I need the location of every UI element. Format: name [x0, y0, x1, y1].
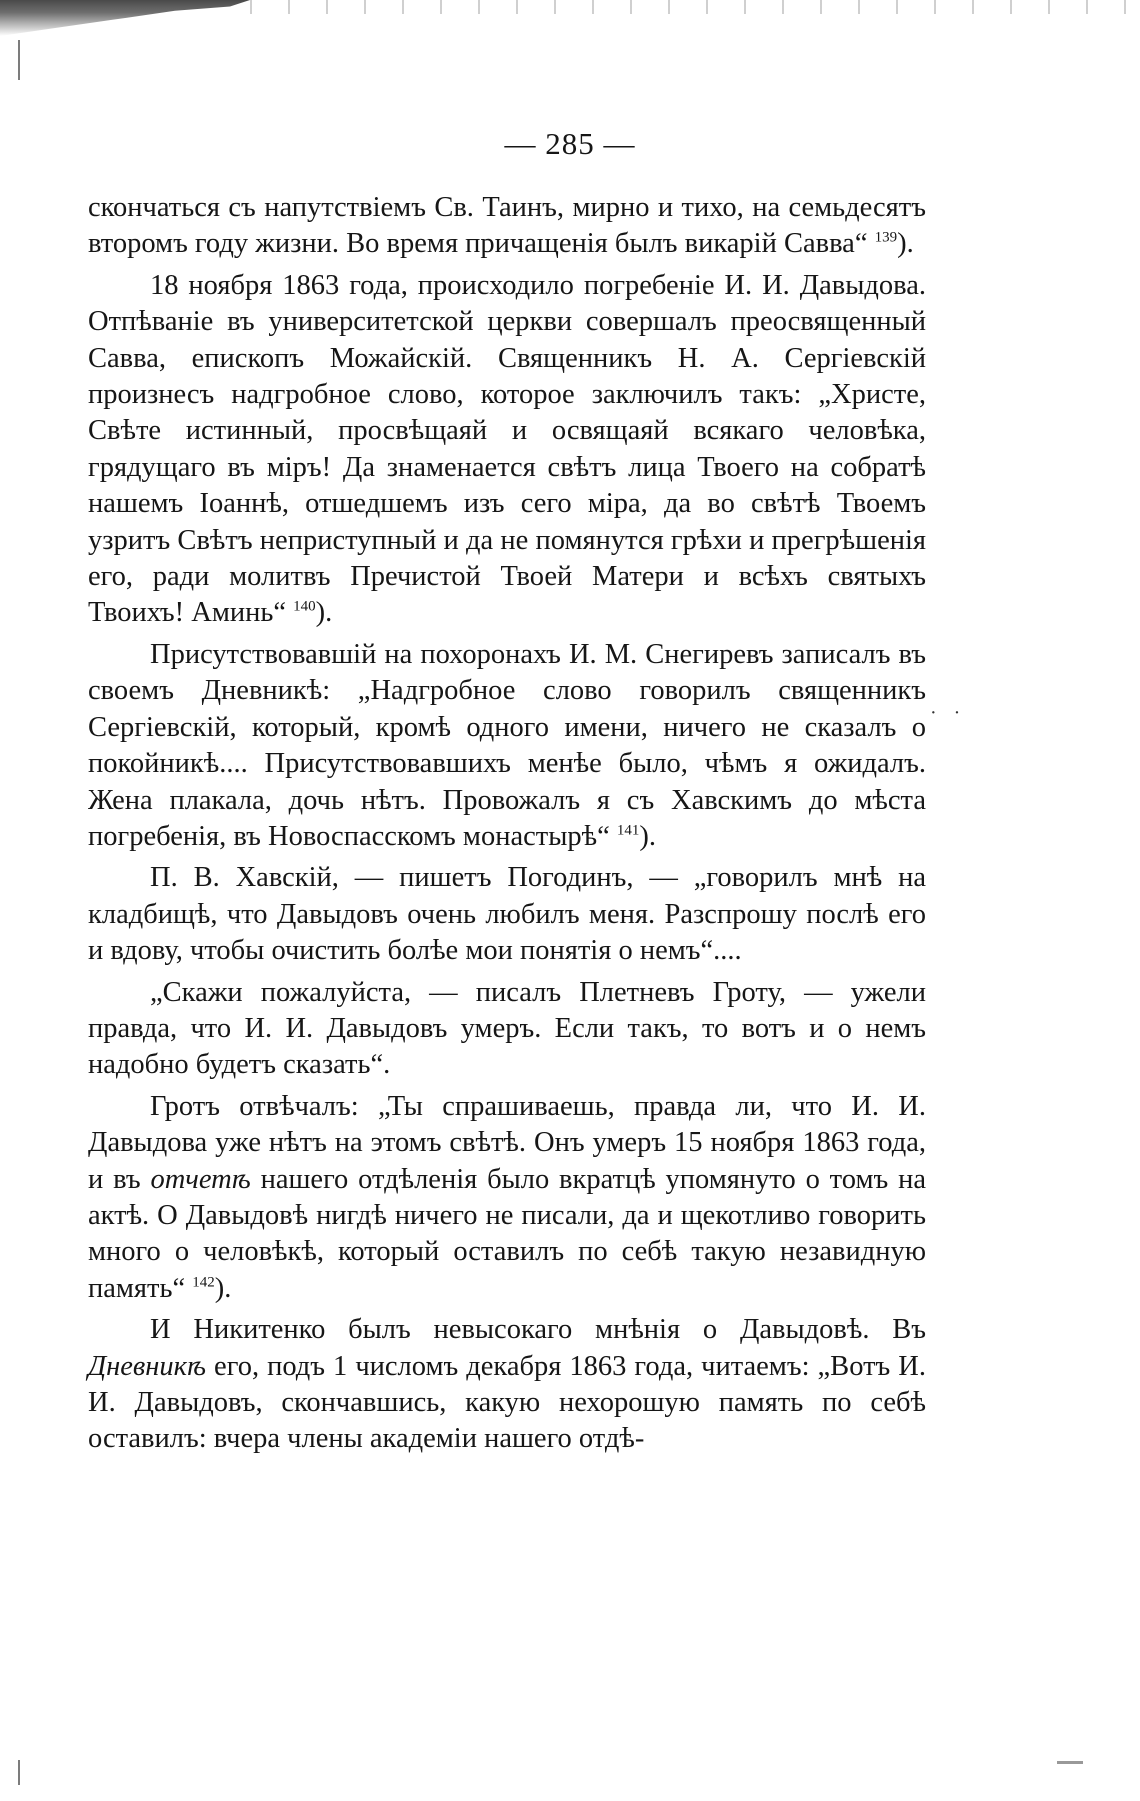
page-number: — 285 — — [504, 126, 636, 161]
paragraph-2 — [88, 268, 926, 632]
text-segment: ). — [214, 1272, 232, 1304]
page-edge-mark — [18, 40, 20, 80]
margin-mark — [1057, 1761, 1083, 1764]
text-segment: 18 ноября 1863 года, происходило погребеніе И. И. Давыдова. Отпѣваніе въ университетской церкви совершалъ преосвященный Савва, епископъ Можайскій. Священникъ Н. А. Сергіевскій произнесъ надгробное слово, которое заключилъ такъ: „Христе, Свѣте истинный, просвѣщаяй и освящаяй всякаго человѣка, грядущаго въ міръ! Да знаменается свѣтъ лица Твоего на собратѣ нашемъ Іоаннѣ, отшедшемъ изъ сего міра, да во свѣтѣ Твоемъ узритъ Свѣтъ неприступный и да не помянутся грѣхи и прегрѣшенія его, ради молитвъ Пречистой Твоей Матери и всѣхъ святыхъ Твоихъ! Аминь“ — [88, 269, 926, 629]
footnote-ref: 139 — [874, 229, 898, 246]
scan-edge-specks — [250, 0, 1140, 14]
italic-term: отчетѣ — [150, 1163, 251, 1195]
paragraph-6 — [88, 1089, 926, 1307]
paragraph-5 — [88, 975, 926, 1084]
footnote-ref: 142 — [192, 1274, 215, 1291]
text-segment: ). — [315, 597, 333, 629]
body-text — [88, 190, 926, 1458]
italic-term: Дневникѣ — [88, 1350, 207, 1382]
text-segment: скончаться съ напутствіемъ Св. Таинъ, мирно и тихо, на семьдесятъ второмъ году жизни. Во время причащенія былъ викарій Савва“ — [88, 192, 926, 260]
text-segment: ). — [897, 228, 914, 260]
text-segment: „Скажи пожалуйста, — писалъ Плетневъ Гроту, — ужели правда, что И. И. Давыдовъ умеръ. Если такъ, то вотъ и о немъ надобно будетъ сказать“. — [88, 976, 926, 1081]
margin-dots: · · — [930, 702, 967, 724]
text-segment: П. В. Хавскій, — пишетъ Погодинъ, — „говорилъ мнѣ на кладбищѣ, что Давыдовъ очень любилъ меня. Разспрошу послѣ его и вдову, чтобы очистить болѣе мои понятія о немъ“.... — [88, 862, 926, 967]
text-segment: Гротъ отвѣчалъ: „Ты спрашиваешь, правда ли, что И. И. Давыдова уже нѣтъ на этомъ свѣтѣ. Онъ умеръ 15 ноября 1863 года, и въ — [88, 1090, 926, 1195]
footnote-ref: 140 — [293, 598, 316, 615]
text-segment: нашего отдѣленія было вкратцѣ упомянуто о томъ на актѣ. О Давыдовѣ нигдѣ ничего не писали, да и щекотливо говорить много о человѣкѣ, который оставилъ по себѣ такую незавидную память“ — [88, 1163, 926, 1304]
paragraph-1 — [88, 190, 926, 263]
text-segment: его, подъ 1 числомъ декабря 1863 года, читаемъ: „Вотъ И. И. Давыдовъ, скончавшись, какую нехорошую память по себѣ оставилъ: вчера члены академіи нашего отдѣ- — [88, 1350, 926, 1455]
paragraph-4 — [88, 860, 926, 969]
text-segment: Присутствовавшій на похоронахъ И. М. Снегиревъ записалъ въ своемъ Дневникѣ: „Надгробное слово говорилъ священникъ Сергіевскій, который, кромѣ одного имени, ничего не сказалъ о покойникѣ.... Присутствовавшихъ менѣе было, чѣмъ я ожидалъ. Жена плакала, дочь нѣтъ. Провожалъ я съ Хавскимъ до мѣста погребенія, въ Новоспасскомъ монастырѣ“ — [88, 638, 926, 852]
page-edge-mark-bottom — [18, 1760, 20, 1785]
text-segment: И Никитенко былъ невысокаго мнѣнія о Давыдовѣ. Въ — [150, 1314, 926, 1346]
scan-edge-shadow — [0, 0, 250, 36]
text-segment: ). — [639, 820, 656, 852]
footnote-ref: 141 — [616, 822, 640, 839]
paragraph-7 — [88, 1312, 926, 1458]
paragraph-3 — [88, 637, 926, 855]
